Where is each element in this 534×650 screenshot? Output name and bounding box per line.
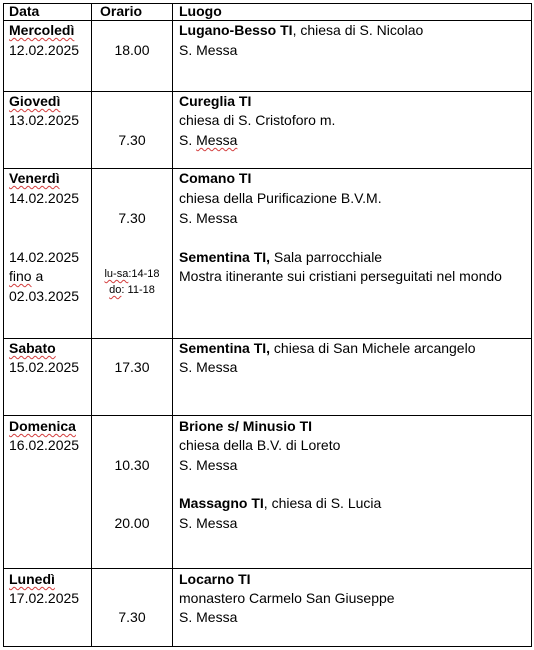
row-time-second: 20.00 (114, 515, 150, 531)
row-detail: S. Messa (179, 359, 238, 375)
event-end-date: 02.03.2025 (9, 288, 80, 304)
row-date: 12.02.2025 (9, 42, 80, 58)
row-divider (3, 91, 532, 92)
row-church: chiesa della Purificazione B.V.M. (179, 190, 382, 206)
row-date: 17.02.2025 (9, 590, 80, 606)
row-divider (3, 415, 532, 416)
row-day: Domenica (9, 418, 76, 434)
row-place: Sementina TI, chiesa di San Michele arcangelo (179, 340, 476, 356)
row-day: Venerdì (9, 170, 60, 186)
event-place: Sementina TI, Sala parrocchiale (179, 249, 383, 265)
row-time: 7.30 (118, 132, 146, 148)
row-time: 18.00 (114, 42, 150, 58)
row-date: 16.02.2025 (9, 437, 80, 453)
row-time: 17.30 (114, 359, 150, 375)
row-place: Cureglia TI (179, 93, 252, 109)
row-detail: S. Messa (179, 42, 238, 58)
row-place: Comano TI (179, 170, 252, 186)
row-detail-second: S. Messa (179, 515, 238, 531)
column-divider (172, 3, 173, 647)
event-start-date: 14.02.2025 (9, 249, 80, 265)
table-border-top (3, 3, 532, 4)
row-divider (3, 338, 532, 339)
row-time: 7.30 (118, 210, 146, 226)
row-divider (3, 168, 532, 169)
row-church: chiesa della B.V. di Loreto (179, 437, 341, 453)
row-place: Locarno TI (179, 571, 251, 587)
row-date: 13.02.2025 (9, 112, 80, 128)
row-place: Lugano-Besso TI, chiesa di S. Nicolao (179, 22, 424, 38)
row-date: 15.02.2025 (9, 359, 80, 375)
header-place: Luogo (179, 3, 222, 19)
row-day: Mercoledì (9, 22, 75, 38)
opening-hours-weekdays: lu-sa:14-18 (104, 268, 160, 280)
row-day: Lunedì (9, 571, 55, 587)
row-church: chiesa di S. Cristoforo m. (179, 112, 336, 128)
row-church: monastero Carmelo San Giuseppe (179, 590, 395, 606)
row-divider (3, 568, 532, 569)
row-date: 14.02.2025 (9, 190, 80, 206)
table-border-right (531, 3, 532, 647)
header-date: Data (9, 3, 40, 19)
event-description: Mostra itinerante sui cristiani perseguitati nel mondo (179, 268, 502, 284)
header-time: Orario (100, 3, 143, 19)
opening-hours-sunday: do: 11-18 (109, 284, 155, 296)
column-divider (91, 3, 92, 647)
row-day: Sabato (9, 340, 56, 356)
row-time: 7.30 (118, 609, 146, 625)
row-place-second: Massagno TI, chiesa di S. Lucia (179, 495, 382, 511)
row-time: 10.30 (114, 457, 150, 473)
table-border-bottom (3, 646, 532, 647)
row-detail: S. Messa (179, 210, 238, 226)
event-date-range: fino a (9, 268, 44, 284)
table-border-left (3, 3, 4, 647)
row-place: Brione s/ Minusio TI (179, 418, 313, 434)
row-detail: S. Messa (179, 457, 238, 473)
row-detail: S. Messa (179, 609, 238, 625)
row-detail: S. Messa (179, 132, 238, 148)
row-divider (3, 20, 532, 21)
row-day: Giovedì (9, 93, 61, 109)
